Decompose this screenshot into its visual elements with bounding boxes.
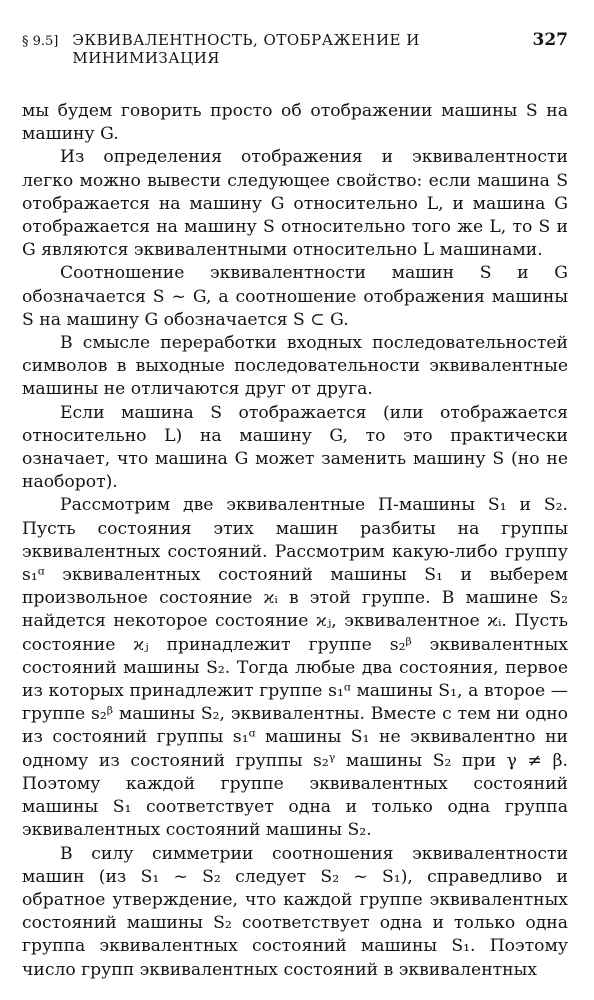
paragraph-1: мы будем говорить просто об отображении машины S на машину G. <box>22 101 568 145</box>
running-title: ЭКВИВАЛЕНТНОСТЬ, ОТОБРАЖЕНИЕ И МИНИМИЗАЦИЯ <box>72 31 420 67</box>
book-page <box>22 30 568 982</box>
paragraph-3: Соотношение эквивалентности машин S и G обозначается S ~ G, а соотношение отображения машины S на машину G обозначается S ⊂ G. <box>22 263 568 330</box>
paragraph-5: Если машина S отображается (или отображается относительно L) на машину G, то это практически означает, что машина G может заменить машину S (но не наоборот). <box>22 402 568 493</box>
section-number: § 9.5] <box>22 34 59 49</box>
running-header <box>22 30 568 67</box>
paragraph-4: В смысле переработки входных последовательностей символов в выходные последовательности эквивалентные машины не отличаются друг от друга. <box>22 333 568 400</box>
page-number: 327 <box>532 30 568 50</box>
paragraph-7: В силу симметрии соотношения эквивалентности машин (из S₁ ~ S₂ следует S₂ ~ S₁), справедливо и обратное утверждение, что каждой группе эквивалентных состояний машины S₂ соответствует одна и только одна группа эквивалентных состояний машины S₁. Поэтому число групп эквивалентных состояний в эквивалентных <box>22 843 568 980</box>
paragraph-2: Из определения отображения и эквивалентности легко можно вывести следующее свойство: если машина S отображается на машину G относительно L, и машина G отображается на машину S относительно того же L, то S и G являются эквивалентными относительно L машинами. <box>22 147 568 261</box>
paragraph-6: Рассмотрим две эквивалентные П-машины S₁ и S₂. Пусть состояния этих машин разбиты на группы эквивалентных состояний. Рассмотрим какую-либо группу s₁ᵅ эквивалентных состояний машины S₁ и выберем произвольное состояние ϰᵢ в этой группе. В машине S₂ найдется некоторое состояние ϰⱼ, эквивалентное ϰᵢ. Пусть состояние ϰⱼ принадлежит группе s₂ᵝ эквивалентных состояний машины S₂. Тогда любые два состояния, первое из которых принадлежит группе s₁ᵅ машины S₁, а второе — группе s₂ᵝ машины S₂, эквивалентны. Вместе с тем ни одно из состояний группы s₁ᵅ машины S₁ не эквивалентно ни одному из состояний группы s₂ᵞ машины S₂ при γ ≠ β. Поэтому каждой группе эквивалентных состояний машины S₁ соответствует одна и только одна группа эквивалентных состояний машины S₂. <box>22 495 568 841</box>
